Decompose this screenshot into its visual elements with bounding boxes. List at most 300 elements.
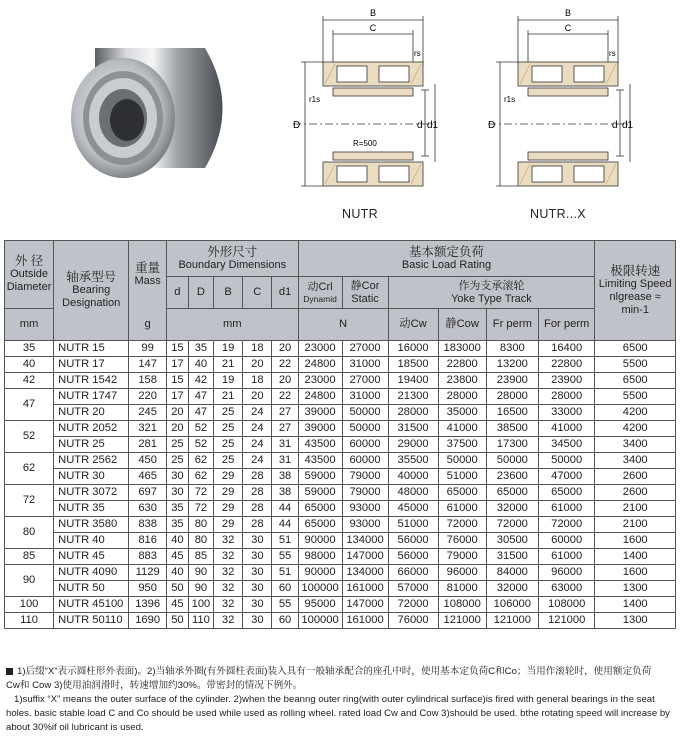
outside-diameter-cell: 47 bbox=[5, 389, 54, 421]
table-row bbox=[5, 581, 676, 597]
table-row bbox=[5, 421, 676, 437]
designation-cell: NUTR 45100 bbox=[54, 597, 129, 613]
table-row bbox=[5, 517, 676, 533]
table-row bbox=[5, 613, 676, 629]
header-od-unit: mm bbox=[5, 309, 54, 341]
label-d: d bbox=[612, 120, 618, 131]
value-cell: 63000 bbox=[538, 581, 594, 597]
designation-cell: NUTR 45 bbox=[54, 549, 129, 565]
value-cell: 55 bbox=[272, 597, 298, 613]
value-cell: 19 bbox=[213, 341, 242, 357]
header-d: d bbox=[166, 277, 188, 309]
label-r1s: r1s bbox=[504, 95, 516, 104]
header-limiting-speed: 极限转速 Limiting Speed nlgrease ≈ min-1 bbox=[595, 241, 676, 341]
value-cell: 33000 bbox=[538, 405, 594, 421]
value-cell: 56000 bbox=[388, 549, 438, 565]
value-cell: 28000 bbox=[438, 389, 486, 405]
value-cell: 47000 bbox=[538, 469, 594, 485]
value-cell: 43500 bbox=[298, 437, 342, 453]
value-cell: 81000 bbox=[438, 581, 486, 597]
value-cell: 100000 bbox=[298, 581, 342, 597]
outside-diameter-cell: 62 bbox=[5, 453, 54, 485]
value-cell: 96000 bbox=[538, 565, 594, 581]
outside-diameter-cell: 72 bbox=[5, 485, 54, 517]
bearing-spec-table bbox=[4, 240, 676, 629]
value-cell: 40 bbox=[166, 533, 188, 549]
value-cell: 79000 bbox=[342, 485, 388, 501]
value-cell: 32 bbox=[213, 533, 242, 549]
value-cell: 32 bbox=[213, 597, 242, 613]
value-cell: 76000 bbox=[388, 613, 438, 629]
value-cell: 220 bbox=[129, 389, 167, 405]
value-cell: 134000 bbox=[342, 565, 388, 581]
value-cell: 6500 bbox=[595, 373, 676, 389]
designation-cell: NUTR 1542 bbox=[54, 373, 129, 389]
value-cell: 38 bbox=[272, 469, 298, 485]
value-cell: 61000 bbox=[438, 501, 486, 517]
value-cell: 29 bbox=[213, 517, 242, 533]
value-cell: 22800 bbox=[438, 357, 486, 373]
label-rs: rs bbox=[414, 49, 421, 58]
value-cell: 245 bbox=[129, 405, 167, 421]
value-cell: 121000 bbox=[538, 613, 594, 629]
value-cell: 100000 bbox=[298, 613, 342, 629]
value-cell: 60000 bbox=[342, 437, 388, 453]
value-cell: 45 bbox=[166, 597, 188, 613]
value-cell: 20 bbox=[243, 389, 272, 405]
value-cell: 35 bbox=[166, 517, 188, 533]
designation-cell: NUTR 40 bbox=[54, 533, 129, 549]
value-cell: 80 bbox=[188, 533, 213, 549]
value-cell: 28000 bbox=[388, 405, 438, 421]
label-D: D bbox=[488, 120, 496, 131]
value-cell: 121000 bbox=[486, 613, 538, 629]
designation-cell: NUTR 3072 bbox=[54, 485, 129, 501]
nutr-x-section-drawing bbox=[488, 6, 634, 206]
value-cell: 17 bbox=[166, 389, 188, 405]
header-boundary-dimensions: 外形尺寸 Boundary Dimensions bbox=[166, 241, 298, 277]
header-designation: 轴承型号 Bearing Designation bbox=[54, 241, 129, 341]
value-cell: 85 bbox=[188, 549, 213, 565]
value-cell: 28 bbox=[243, 517, 272, 533]
header-cw: 动Cw bbox=[388, 309, 438, 341]
value-cell: 32 bbox=[213, 549, 242, 565]
value-cell: 60 bbox=[272, 613, 298, 629]
value-cell: 110 bbox=[188, 613, 213, 629]
header-load-rating: 基本额定负荷 Basic Load Rating bbox=[298, 241, 595, 277]
value-cell: 18 bbox=[243, 373, 272, 389]
value-cell: 3400 bbox=[595, 453, 676, 469]
designation-cell: NUTR 4090 bbox=[54, 565, 129, 581]
note-en-3: about 30%if oil lubricant is used. bbox=[6, 722, 144, 733]
value-cell: 31 bbox=[272, 453, 298, 469]
table-row bbox=[5, 437, 676, 453]
value-cell: 24 bbox=[243, 405, 272, 421]
value-cell: 108000 bbox=[538, 597, 594, 613]
label-r1s: r1s bbox=[309, 95, 321, 104]
value-cell: 65000 bbox=[486, 485, 538, 501]
value-cell: 25 bbox=[213, 421, 242, 437]
header-d1: d1 bbox=[272, 277, 298, 309]
value-cell: 108000 bbox=[438, 597, 486, 613]
value-cell: 72000 bbox=[486, 517, 538, 533]
value-cell: 1600 bbox=[595, 533, 676, 549]
header-cow: 静Cow bbox=[438, 309, 486, 341]
table-row bbox=[5, 485, 676, 501]
value-cell: 20 bbox=[243, 357, 272, 373]
value-cell: 161000 bbox=[342, 613, 388, 629]
value-cell: 51000 bbox=[438, 469, 486, 485]
value-cell: 147000 bbox=[342, 549, 388, 565]
value-cell: 147000 bbox=[342, 597, 388, 613]
value-cell: 57000 bbox=[388, 581, 438, 597]
value-cell: 32000 bbox=[486, 581, 538, 597]
value-cell: 50000 bbox=[342, 421, 388, 437]
value-cell: 22 bbox=[272, 357, 298, 373]
value-cell: 29 bbox=[213, 501, 242, 517]
table-row bbox=[5, 469, 676, 485]
value-cell: 5500 bbox=[595, 357, 676, 373]
header-C: C bbox=[243, 277, 272, 309]
value-cell: 50000 bbox=[342, 405, 388, 421]
label-r500: R=500 bbox=[353, 139, 377, 148]
value-cell: 72000 bbox=[538, 517, 594, 533]
nutr-section-drawing bbox=[293, 6, 439, 206]
value-cell: 27 bbox=[272, 421, 298, 437]
nutr-caption: NUTR bbox=[342, 207, 378, 221]
value-cell: 44 bbox=[272, 501, 298, 517]
value-cell: 93000 bbox=[342, 501, 388, 517]
value-cell: 30 bbox=[243, 613, 272, 629]
value-cell: 19 bbox=[213, 373, 242, 389]
label-c: C bbox=[564, 23, 572, 33]
table-row bbox=[5, 373, 676, 389]
value-cell: 35000 bbox=[438, 405, 486, 421]
value-cell: 21300 bbox=[388, 389, 438, 405]
value-cell: 465 bbox=[129, 469, 167, 485]
designation-cell: NUTR 3580 bbox=[54, 517, 129, 533]
value-cell: 72 bbox=[188, 501, 213, 517]
value-cell: 4200 bbox=[595, 421, 676, 437]
header-outside-diameter: 外 径 Outside Diameter bbox=[5, 241, 54, 309]
designation-cell: NUTR 50 bbox=[54, 581, 129, 597]
value-cell: 79000 bbox=[438, 549, 486, 565]
value-cell: 56000 bbox=[388, 533, 438, 549]
designation-cell: NUTR 30 bbox=[54, 469, 129, 485]
value-cell: 4200 bbox=[595, 405, 676, 421]
table-row bbox=[5, 341, 676, 357]
outside-diameter-cell: 100 bbox=[5, 597, 54, 613]
value-cell: 50 bbox=[166, 613, 188, 629]
value-cell: 697 bbox=[129, 485, 167, 501]
value-cell: 23600 bbox=[486, 469, 538, 485]
table-row bbox=[5, 453, 676, 469]
value-cell: 2100 bbox=[595, 517, 676, 533]
value-cell: 29 bbox=[213, 469, 242, 485]
value-cell: 950 bbox=[129, 581, 167, 597]
value-cell: 65000 bbox=[298, 517, 342, 533]
value-cell: 72000 bbox=[388, 597, 438, 613]
value-cell: 1600 bbox=[595, 565, 676, 581]
value-cell: 2600 bbox=[595, 469, 676, 485]
value-cell: 15 bbox=[166, 373, 188, 389]
value-cell: 23000 bbox=[298, 373, 342, 389]
designation-cell: NUTR 50110 bbox=[54, 613, 129, 629]
value-cell: 32 bbox=[213, 613, 242, 629]
value-cell: 20 bbox=[166, 405, 188, 421]
value-cell: 21 bbox=[213, 357, 242, 373]
value-cell: 30 bbox=[243, 597, 272, 613]
label-d1: d1 bbox=[622, 120, 634, 131]
value-cell: 8300 bbox=[486, 341, 538, 357]
note-bullet-icon bbox=[6, 668, 13, 675]
value-cell: 24 bbox=[243, 453, 272, 469]
value-cell: 51000 bbox=[388, 517, 438, 533]
value-cell: 72 bbox=[188, 485, 213, 501]
value-cell: 2600 bbox=[595, 485, 676, 501]
label-b: B bbox=[564, 8, 572, 18]
value-cell: 30 bbox=[243, 549, 272, 565]
value-cell: 31000 bbox=[342, 389, 388, 405]
value-cell: 30500 bbox=[486, 533, 538, 549]
value-cell: 95000 bbox=[298, 597, 342, 613]
label-b: B bbox=[369, 8, 377, 18]
value-cell: 23900 bbox=[486, 373, 538, 389]
value-cell: 50000 bbox=[486, 453, 538, 469]
bearing-photo bbox=[55, 28, 245, 188]
table-row bbox=[5, 565, 676, 581]
value-cell: 22 bbox=[272, 389, 298, 405]
value-cell: 30 bbox=[166, 485, 188, 501]
value-cell: 45000 bbox=[388, 501, 438, 517]
value-cell: 55 bbox=[272, 549, 298, 565]
value-cell: 25 bbox=[213, 405, 242, 421]
header-load-unit: N bbox=[298, 309, 388, 341]
value-cell: 20 bbox=[272, 373, 298, 389]
value-cell: 883 bbox=[129, 549, 167, 565]
value-cell: 27000 bbox=[342, 341, 388, 357]
value-cell: 39000 bbox=[298, 421, 342, 437]
outside-diameter-cell: 35 bbox=[5, 341, 54, 357]
designation-cell: NUTR 2562 bbox=[54, 453, 129, 469]
value-cell: 47 bbox=[188, 405, 213, 421]
designation-cell: NUTR 2052 bbox=[54, 421, 129, 437]
value-cell: 23800 bbox=[438, 373, 486, 389]
label-d: d bbox=[417, 120, 423, 131]
value-cell: 30 bbox=[243, 581, 272, 597]
value-cell: 1300 bbox=[595, 581, 676, 597]
value-cell: 21 bbox=[213, 389, 242, 405]
value-cell: 59000 bbox=[298, 469, 342, 485]
value-cell: 80 bbox=[188, 517, 213, 533]
value-cell: 42 bbox=[188, 373, 213, 389]
value-cell: 23000 bbox=[298, 341, 342, 357]
value-cell: 25 bbox=[213, 453, 242, 469]
value-cell: 17 bbox=[166, 357, 188, 373]
value-cell: 60000 bbox=[538, 533, 594, 549]
value-cell: 816 bbox=[129, 533, 167, 549]
header-mass-unit: g bbox=[129, 309, 167, 341]
value-cell: 28000 bbox=[486, 389, 538, 405]
value-cell: 281 bbox=[129, 437, 167, 453]
value-cell: 65000 bbox=[438, 485, 486, 501]
value-cell: 32000 bbox=[486, 501, 538, 517]
value-cell: 90 bbox=[188, 581, 213, 597]
value-cell: 99 bbox=[129, 341, 167, 357]
label-rs: rs bbox=[609, 49, 616, 58]
value-cell: 16000 bbox=[388, 341, 438, 357]
outside-diameter-cell: 42 bbox=[5, 373, 54, 389]
value-cell: 62 bbox=[188, 453, 213, 469]
value-cell: 24800 bbox=[298, 357, 342, 373]
label-D: D bbox=[293, 120, 301, 131]
value-cell: 25 bbox=[166, 453, 188, 469]
value-cell: 31500 bbox=[388, 421, 438, 437]
value-cell: 19400 bbox=[388, 373, 438, 389]
value-cell: 3400 bbox=[595, 437, 676, 453]
designation-cell: NUTR 17 bbox=[54, 357, 129, 373]
value-cell: 93000 bbox=[342, 517, 388, 533]
value-cell: 40 bbox=[188, 357, 213, 373]
label-d1: d1 bbox=[427, 120, 439, 131]
value-cell: 17300 bbox=[486, 437, 538, 453]
header-D: D bbox=[188, 277, 213, 309]
value-cell: 40 bbox=[166, 565, 188, 581]
value-cell: 35 bbox=[166, 501, 188, 517]
value-cell: 60 bbox=[272, 581, 298, 597]
value-cell: 161000 bbox=[342, 581, 388, 597]
value-cell: 28 bbox=[243, 469, 272, 485]
outside-diameter-cell: 90 bbox=[5, 565, 54, 597]
value-cell: 24 bbox=[243, 421, 272, 437]
value-cell: 630 bbox=[129, 501, 167, 517]
value-cell: 29 bbox=[213, 485, 242, 501]
value-cell: 84000 bbox=[486, 565, 538, 581]
note-zh-2: Cw和 Cow 3)使用油润滑时，转速增加约30%。带密封的情况下例外。 bbox=[6, 680, 303, 691]
value-cell: 134000 bbox=[342, 533, 388, 549]
value-cell: 1400 bbox=[595, 549, 676, 565]
value-cell: 38 bbox=[272, 485, 298, 501]
note-en-2: holes. basic stable load C and Co should be used while used as rolling wheel. rated load Cw and Cow 3)should be used. bthe rotating speed will increase by bbox=[6, 708, 670, 719]
value-cell: 65000 bbox=[298, 501, 342, 517]
value-cell: 16500 bbox=[486, 405, 538, 421]
value-cell: 90000 bbox=[298, 565, 342, 581]
outside-diameter-cell: 80 bbox=[5, 517, 54, 549]
value-cell: 6500 bbox=[595, 341, 676, 357]
nutr-x-caption: NUTR...X bbox=[530, 207, 586, 221]
value-cell: 1690 bbox=[129, 613, 167, 629]
value-cell: 34500 bbox=[538, 437, 594, 453]
value-cell: 38500 bbox=[486, 421, 538, 437]
value-cell: 35 bbox=[188, 341, 213, 357]
value-cell: 31500 bbox=[486, 549, 538, 565]
value-cell: 29000 bbox=[388, 437, 438, 453]
value-cell: 61000 bbox=[538, 501, 594, 517]
value-cell: 62 bbox=[188, 469, 213, 485]
outside-diameter-cell: 110 bbox=[5, 613, 54, 629]
value-cell: 52 bbox=[188, 421, 213, 437]
value-cell: 96000 bbox=[438, 565, 486, 581]
value-cell: 18 bbox=[243, 341, 272, 357]
value-cell: 22800 bbox=[538, 357, 594, 373]
header-forperm: For perm bbox=[538, 309, 594, 341]
value-cell: 37500 bbox=[438, 437, 486, 453]
value-cell: 106000 bbox=[486, 597, 538, 613]
value-cell: 5500 bbox=[595, 389, 676, 405]
header-B: B bbox=[213, 277, 242, 309]
value-cell: 2100 bbox=[595, 501, 676, 517]
product-header bbox=[0, 0, 680, 236]
value-cell: 16400 bbox=[538, 341, 594, 357]
value-cell: 1300 bbox=[595, 613, 676, 629]
designation-cell: NUTR 1747 bbox=[54, 389, 129, 405]
designation-cell: NUTR 25 bbox=[54, 437, 129, 453]
value-cell: 30 bbox=[243, 565, 272, 581]
value-cell: 43500 bbox=[298, 453, 342, 469]
value-cell: 158 bbox=[129, 373, 167, 389]
value-cell: 39000 bbox=[298, 405, 342, 421]
designation-cell: NUTR 35 bbox=[54, 501, 129, 517]
value-cell: 59000 bbox=[298, 485, 342, 501]
value-cell: 1129 bbox=[129, 565, 167, 581]
outside-diameter-cell: 40 bbox=[5, 357, 54, 373]
header-yoke-track: 作为支承滚轮 Yoke Type Track bbox=[388, 277, 595, 309]
header-mass: 重量 Mass bbox=[129, 241, 167, 309]
value-cell: 15 bbox=[166, 341, 188, 357]
value-cell: 98000 bbox=[298, 549, 342, 565]
value-cell: 20 bbox=[272, 341, 298, 357]
value-cell: 66000 bbox=[388, 565, 438, 581]
value-cell: 1396 bbox=[129, 597, 167, 613]
header-static: 静Cor Static bbox=[342, 277, 388, 309]
value-cell: 51 bbox=[272, 533, 298, 549]
value-cell: 51 bbox=[272, 565, 298, 581]
value-cell: 450 bbox=[129, 453, 167, 469]
value-cell: 23900 bbox=[538, 373, 594, 389]
value-cell: 50000 bbox=[538, 453, 594, 469]
table-row bbox=[5, 405, 676, 421]
outside-diameter-cell: 52 bbox=[5, 421, 54, 453]
table-row bbox=[5, 549, 676, 565]
designation-cell: NUTR 15 bbox=[54, 341, 129, 357]
value-cell: 32 bbox=[213, 565, 242, 581]
value-cell: 76000 bbox=[438, 533, 486, 549]
table-row bbox=[5, 357, 676, 373]
value-cell: 27 bbox=[272, 405, 298, 421]
table-row bbox=[5, 501, 676, 517]
value-cell: 90 bbox=[188, 565, 213, 581]
header-dynamic: 动Crl Dynamid bbox=[298, 277, 342, 309]
value-cell: 50 bbox=[166, 581, 188, 597]
value-cell: 30 bbox=[243, 533, 272, 549]
value-cell: 41000 bbox=[538, 421, 594, 437]
value-cell: 48000 bbox=[388, 485, 438, 501]
value-cell: 321 bbox=[129, 421, 167, 437]
label-c: C bbox=[369, 23, 377, 33]
value-cell: 72000 bbox=[438, 517, 486, 533]
table-row bbox=[5, 597, 676, 613]
header-frperm: Fr perm bbox=[486, 309, 538, 341]
value-cell: 25 bbox=[166, 437, 188, 453]
value-cell: 13200 bbox=[486, 357, 538, 373]
value-cell: 90000 bbox=[298, 533, 342, 549]
table-row bbox=[5, 533, 676, 549]
value-cell: 183000 bbox=[438, 341, 486, 357]
footnotes bbox=[6, 665, 672, 735]
header-dims-unit: mm bbox=[166, 309, 298, 341]
outside-diameter-cell: 85 bbox=[5, 549, 54, 565]
value-cell: 838 bbox=[129, 517, 167, 533]
